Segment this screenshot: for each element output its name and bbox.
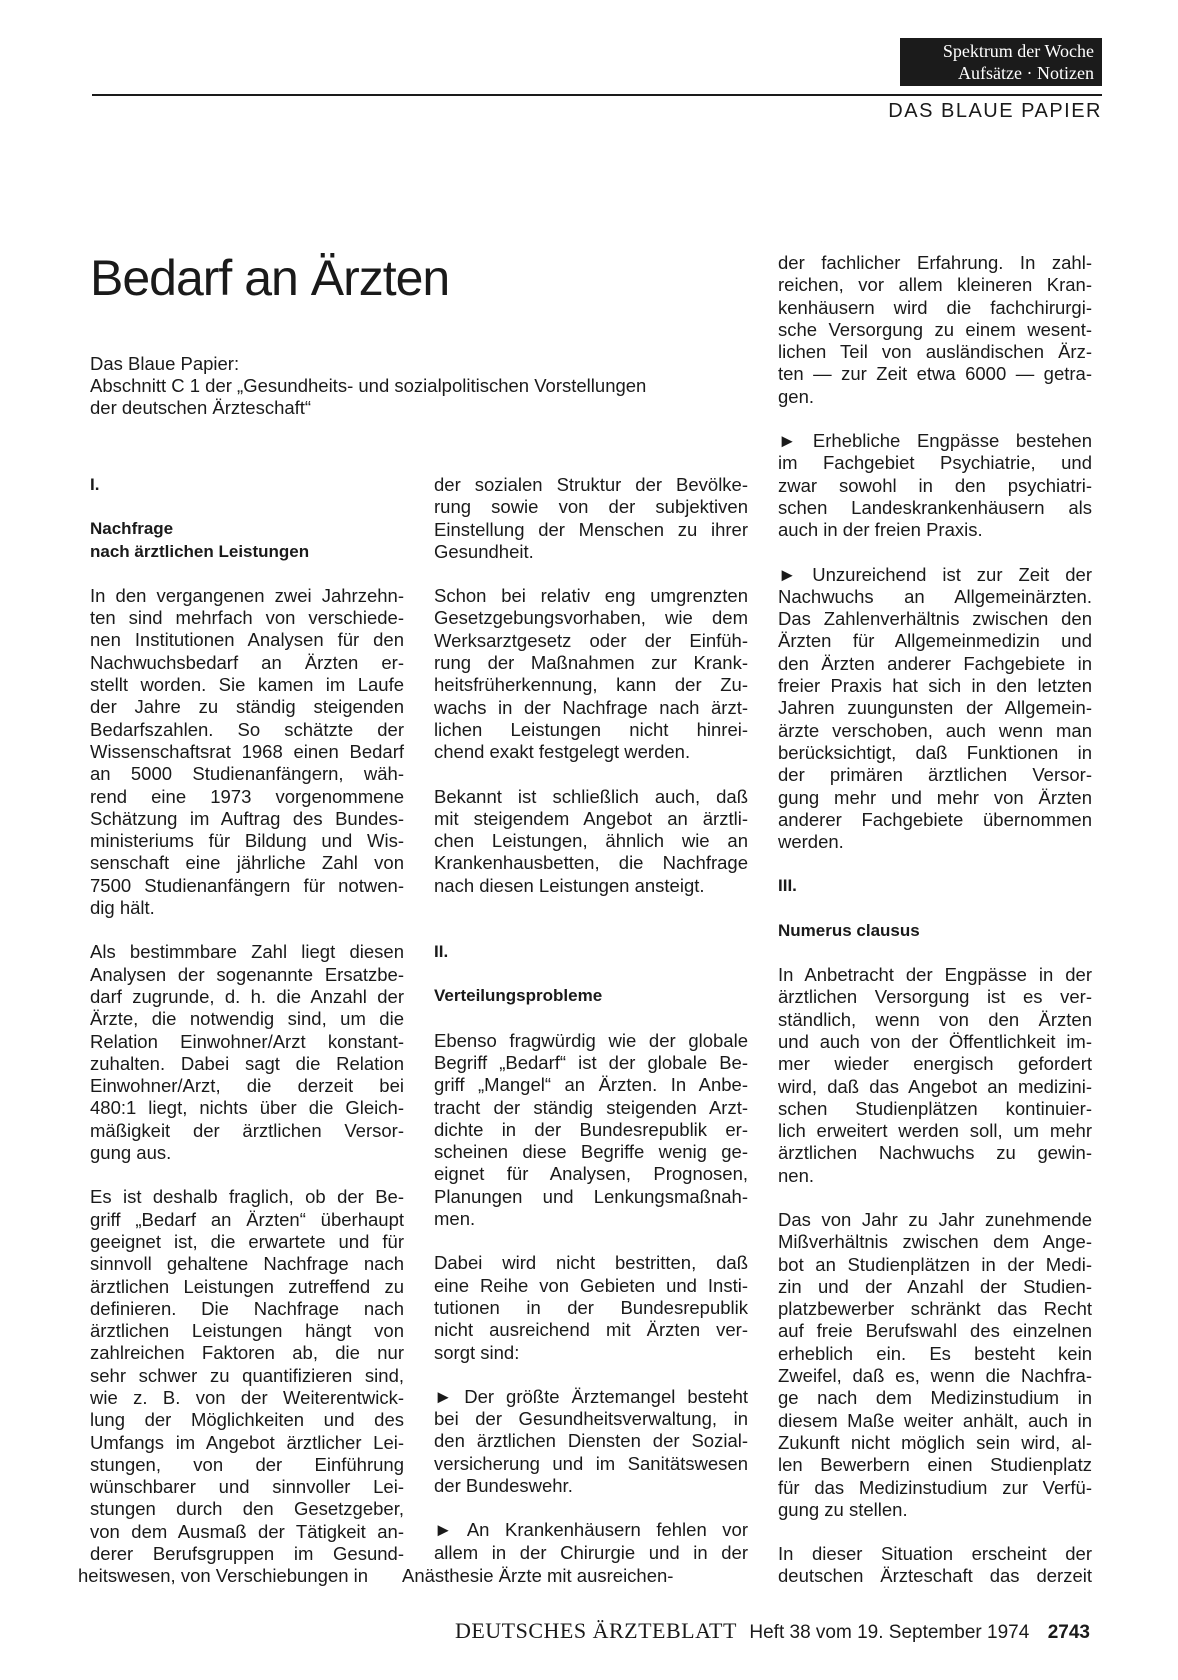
paragraph-gap <box>90 496 404 518</box>
text-line: mit steigendem Angebot an ärztli- <box>434 807 748 829</box>
header-rule <box>92 94 1102 96</box>
paragraph-gap <box>434 1497 748 1519</box>
paragraph-gap <box>434 1008 748 1030</box>
text-line: wachs in der Nachfrage nach ärzt- <box>434 696 748 718</box>
paragraph-gap <box>778 408 1092 430</box>
text-line: berücksichtigt, daß Funktionen in <box>778 741 1092 763</box>
text-line: mäßigkeit der ärztlichen Versor- <box>90 1119 404 1141</box>
text-line: 7500 Studienanfängern für notwen- <box>90 874 404 896</box>
text-line: Schätzung im Auftrag des Bundes- <box>90 807 404 829</box>
text-line: chen Leistungen, ähnlich wie an <box>434 830 748 852</box>
text-line: darf zugrunde, d. h. die Anzahl der <box>90 985 404 1007</box>
text-line: nen. <box>778 1164 815 1186</box>
text-line: Krankenhausbetten, die Nachfrage <box>434 852 748 874</box>
text-line: griff „Mangel“ an Ärzten. In Anbe- <box>434 1074 748 1096</box>
text-line: Zweifel, daß es, wenn die Nachfra- <box>778 1365 1092 1387</box>
text-line: allem in der Chirurgie und in der <box>434 1541 748 1563</box>
text-line: zuhalten. Dabei sagt die Relation <box>90 1052 404 1074</box>
text-line: bot an Studienplätzen in der Medi- <box>778 1253 1092 1275</box>
text-line: der Bundeswehr. <box>434 1474 573 1496</box>
text-line: ► Erhebliche Engpässe bestehen <box>778 430 1092 452</box>
text-line: ► Der größte Ärztemangel besteht <box>434 1385 748 1407</box>
text-line: werden. <box>778 831 844 853</box>
text-line: ärztlichen Versorgung ist es ver- <box>778 986 1092 1008</box>
text-line: sorgt sind: <box>434 1341 520 1363</box>
section-heading: Nachfrage <box>90 519 174 539</box>
paragraph-gap <box>778 942 1092 964</box>
text-line: Bekannt ist schließlich auch, daß <box>434 785 748 807</box>
text-line: griff „Bedarf an Ärzten“ überhaupt <box>90 1208 404 1230</box>
text-line: sehr schwer zu quantifizieren sind, <box>90 1364 404 1386</box>
text-line: len Bewerbern einen Studienplatz <box>778 1454 1092 1476</box>
text-line: lichen Teil von ausländischen Ärz- <box>778 341 1092 363</box>
text-line: bei der Gesundheitsverwaltung, in <box>434 1408 748 1430</box>
text-line: nicht ausreichend mit Ärzten ver- <box>434 1319 748 1341</box>
column-1-last-line: heitswesen, von Verschiebungen in <box>78 1565 369 1586</box>
section-badge <box>900 38 1102 86</box>
text-line: stellt worden. Sie kamen im Laufe <box>90 674 404 696</box>
text-line: Umfangs im Angebot ärztlicher Lei- <box>90 1431 404 1453</box>
paragraph-gap <box>434 1230 748 1252</box>
text-line: deutschen Ärzteschaft das derzeit <box>778 1565 1092 1587</box>
section-label: DAS BLAUE PAPIER <box>888 100 1102 122</box>
text-line: eine Reihe von Gebieten und Insti- <box>434 1274 748 1296</box>
section-heading: II. <box>434 942 449 962</box>
text-line: dig hält. <box>90 897 155 919</box>
text-line: Dabei wird nicht bestritten, daß <box>434 1252 748 1274</box>
text-line: den ärztlichen Diensten der Sozial- <box>434 1430 748 1452</box>
text-line: 480:1 liegt, nichts über die Gleich- <box>90 1097 404 1119</box>
text-line: reichen, vor allem kleineren Kran- <box>778 274 1092 296</box>
issue-info: Heft 38 vom 19. September 1974 <box>749 1622 1030 1643</box>
text-line: rend eine 1973 vorgenommene <box>90 785 404 807</box>
paragraph-gap <box>434 919 748 941</box>
column-2-last-line: Anästhesie Ärzte mit ausreichen- <box>402 1565 674 1586</box>
text-line: zahlreichen Faktoren ab, die nur <box>90 1342 404 1364</box>
text-line: kenhäusern wird die fachchirurgi- <box>778 296 1092 318</box>
text-line: ministeriums für Bildung und Wis- <box>90 830 404 852</box>
text-line: auch in der freien Praxis. <box>778 519 983 541</box>
text-line: Analysen der sogenannte Ersatzbe- <box>90 963 404 985</box>
paragraph-gap <box>434 563 748 585</box>
text-line: Es ist deshalb fraglich, ob der Be- <box>90 1186 404 1208</box>
text-line: lich erweitert werden soll, um mehr <box>778 1120 1092 1142</box>
text-line: Relation Einwohner/Arzt konstant- <box>90 1030 404 1052</box>
text-line: platzbewerber schränkt das Recht <box>778 1298 1092 1320</box>
text-line: der primären ärztlichen Versor- <box>778 764 1092 786</box>
text-line: im Fachgebiet Psychiatrie, und <box>778 452 1092 474</box>
paragraph-gap <box>434 764 748 786</box>
text-line: versicherung und im Sanitätswesen <box>434 1452 748 1474</box>
text-line: senschaft eine jährliche Zahl von <box>90 852 404 874</box>
text-line: sinnvoll gehaltene Nachfrage nach <box>90 1253 404 1275</box>
text-line: gung mehr und mehr von Ärzten <box>778 786 1092 808</box>
text-line: der sozialen Struktur der Bevölke- <box>434 474 748 495</box>
paragraph-gap <box>778 1521 1092 1543</box>
paragraph-gap <box>90 1164 404 1186</box>
text-line: ten — zur Zeit etwa 6000 — getra- <box>778 363 1092 385</box>
column-2 <box>434 474 748 1564</box>
text-line: Nachwuchs an Allgemeinärzten. <box>778 585 1092 607</box>
text-line: Einwohner/Arzt, die derzeit bei <box>90 1075 404 1097</box>
text-line: Ebenso fragwürdig wie der globale <box>434 1029 748 1051</box>
paragraph-gap <box>778 853 1092 875</box>
section-heading: III. <box>778 876 797 896</box>
text-line: Mißverhältnis zwischen dem Ange- <box>778 1231 1092 1253</box>
text-line: Als bestimmbare Zahl liegt diesen <box>90 941 404 963</box>
text-line: chend exakt festgelegt werden. <box>434 741 691 763</box>
text-line: an 5000 Studienanfängern, wäh- <box>90 763 404 785</box>
text-line: ge nach dem Medizinstudium in <box>778 1387 1092 1409</box>
subtitle-line: Das Blaue Papier: <box>90 353 240 374</box>
text-line: In Anbetracht der Engpässe in der <box>778 964 1092 986</box>
text-line: rung sowie von der subjektiven <box>434 496 748 518</box>
page-number: 2743 <box>1047 1622 1090 1643</box>
text-line: stungen, von der Einführung <box>90 1453 404 1475</box>
text-line: ► Unzureichend ist zur Zeit der <box>778 563 1092 585</box>
text-line: zwar sowohl in den psychiatri- <box>778 474 1092 496</box>
text-line: lung der Möglichkeiten und des <box>90 1409 404 1431</box>
text-line: wie z. B. von der Weiterentwick- <box>90 1386 404 1408</box>
text-line: für das Medizinstudium zur Verfü- <box>778 1476 1092 1498</box>
paragraph-gap <box>778 542 1092 564</box>
text-line: men. <box>434 1208 476 1230</box>
badge-line-2: Aufsätze · Notizen <box>958 63 1094 83</box>
text-line: von dem Ausmaß der Tätigkeit an- <box>90 1520 404 1542</box>
section-heading: Numerus clausus <box>778 920 920 940</box>
text-line: rung der Maßnahmen zur Krank- <box>434 652 748 674</box>
text-line: ärztlichen Nachwuchs zu gewin- <box>778 1142 1092 1164</box>
text-line: anderer Fachgebiete übernommen <box>778 808 1092 830</box>
text-line: sche Versorgung zu einem wesent- <box>778 318 1092 340</box>
text-line: heitsfrüherkennung, kann der Zu- <box>434 674 748 696</box>
text-line: mer wieder energisch gefordert <box>778 1053 1092 1075</box>
text-line: diesem Maße weiter anhält, auch in <box>778 1409 1092 1431</box>
text-line: schen Landeskrankenhäusern als <box>778 496 1092 518</box>
paragraph-gap <box>434 897 748 919</box>
text-line: tracht der ständig steigenden Arzt- <box>434 1096 748 1118</box>
publication-name: DEUTSCHES ÄRZTEBLATT <box>454 1618 737 1643</box>
text-line: den Ärzten anderer Fachgebiete in <box>778 652 1092 674</box>
text-line: In den vergangenen zwei Jahrzehn- <box>90 584 404 606</box>
text-line: der fachlicher Erfahrung. In zahl- <box>778 252 1092 273</box>
text-line: Das Zahlenverhältnis zwischen den <box>778 608 1092 630</box>
text-line: Nachwuchsbedarf an Ärzten er- <box>90 651 404 673</box>
subtitle-line: der deutschen Ärzteschaft“ <box>90 397 312 418</box>
text-line: Das von Jahr zu Jahr zunehmende <box>778 1208 1092 1230</box>
paragraph-gap <box>90 563 404 585</box>
text-line: Schon bei relativ eng umgrenzten <box>434 585 748 607</box>
text-line: ten sind mehrfach von verschiede- <box>90 607 404 629</box>
text-line: definieren. Die Nachfrage nach <box>90 1297 404 1319</box>
text-line: wünschbarer und sinnvoller Lei- <box>90 1476 404 1498</box>
text-line: ärzte verschoben, auch wenn man <box>778 719 1092 741</box>
text-line: geeignet ist, die erwartete und für <box>90 1230 404 1252</box>
text-line: Ärzte, die notwendig sind, um die <box>90 1008 404 1030</box>
column-1 <box>90 474 404 1565</box>
section-heading: I. <box>90 475 100 494</box>
text-line: Einstellung der Menschen zu ihrer <box>434 518 748 540</box>
text-line: der Jahre zu ständig steigenden <box>90 696 404 718</box>
paragraph-gap <box>90 919 404 941</box>
text-line: lichen Leistungen nicht hinrei- <box>434 718 748 740</box>
text-line: scheinen diese Begriffe wenig ge- <box>434 1141 748 1163</box>
text-line: stungen durch den Gesetzgeber, <box>90 1498 404 1520</box>
text-line: nen Institutionen Analysen für den <box>90 629 404 651</box>
text-line: ► An Krankenhäusern fehlen vor <box>434 1519 748 1541</box>
text-line: dichte in der Bundesrepublik er- <box>434 1118 748 1140</box>
text-line: und auch von der Öffentlichkeit im- <box>778 1030 1092 1052</box>
column-3 <box>778 252 1092 1588</box>
text-line: gung aus. <box>90 1142 172 1164</box>
text-line: derer Berufsgruppen im Gesund- <box>90 1543 404 1565</box>
text-line: schen Studienplätzen kontinuier- <box>778 1097 1092 1119</box>
text-line: In dieser Situation erscheint der <box>778 1543 1092 1565</box>
paragraph-gap <box>434 963 748 985</box>
text-line: Planungen und Lenkungsmaßnah- <box>434 1185 748 1207</box>
text-line: gen. <box>778 385 815 407</box>
text-line: Gesundheit. <box>434 540 534 562</box>
text-line: Begriff „Bedarf“ ist der globale Be- <box>434 1051 748 1073</box>
paragraph-gap <box>434 1364 748 1386</box>
article-subtitle <box>90 353 740 419</box>
text-line: eignet für Analysen, Prognosen, <box>434 1163 748 1185</box>
text-line: ärztlichen Leistungen hängt von <box>90 1320 404 1342</box>
text-line: gung zu stellen. <box>778 1498 908 1520</box>
text-line: Werksarztgesetz oder der Einfüh- <box>434 629 748 651</box>
text-line: erheblich ein. Es besteht kein <box>778 1342 1092 1364</box>
text-line: ärztlichen Leistungen zutreffend zu <box>90 1275 404 1297</box>
page-footer <box>0 1618 1090 1644</box>
text-line: ständlich, wenn von den Ärzten <box>778 1008 1092 1030</box>
subtitle-line: Abschnitt C 1 der „Gesundheits- und sozialpolitischen Vorstellungen <box>90 375 647 396</box>
section-heading: nach ärztlichen Leistungen <box>90 541 310 561</box>
text-line: tutionen in der Bundesrepublik <box>434 1296 748 1318</box>
section-heading: Verteilungsprobleme <box>434 986 603 1006</box>
text-line: Ärzten für Allgemeinmedizin und <box>778 630 1092 652</box>
text-line: wird, daß das Angebot an medizini- <box>778 1075 1092 1097</box>
text-line: Gesetzgebungsvorhaben, wie dem <box>434 607 748 629</box>
text-line: auf freie Berufswahl des einzelnen <box>778 1320 1092 1342</box>
paragraph-gap <box>778 898 1092 920</box>
text-line: Bedarfszahlen. So schätzte der <box>90 718 404 740</box>
article-title: Bedarf an Ärzten <box>90 250 450 306</box>
badge-line-1: Spektrum der Woche <box>942 41 1094 61</box>
text-line: nach diesen Leistungen ansteigt. <box>434 874 705 896</box>
paragraph-gap <box>778 1187 1092 1209</box>
text-line: Wissenschaftsrat 1968 einen Bedarf <box>90 740 404 762</box>
text-line: Jahren zuungunsten der Allgemein- <box>778 697 1092 719</box>
text-line: Zukunft nicht möglich sein wird, al- <box>778 1431 1092 1453</box>
text-line: freier Praxis hat sich in den letzten <box>778 675 1092 697</box>
text-line: zin und der Anzahl der Studien- <box>778 1275 1092 1297</box>
